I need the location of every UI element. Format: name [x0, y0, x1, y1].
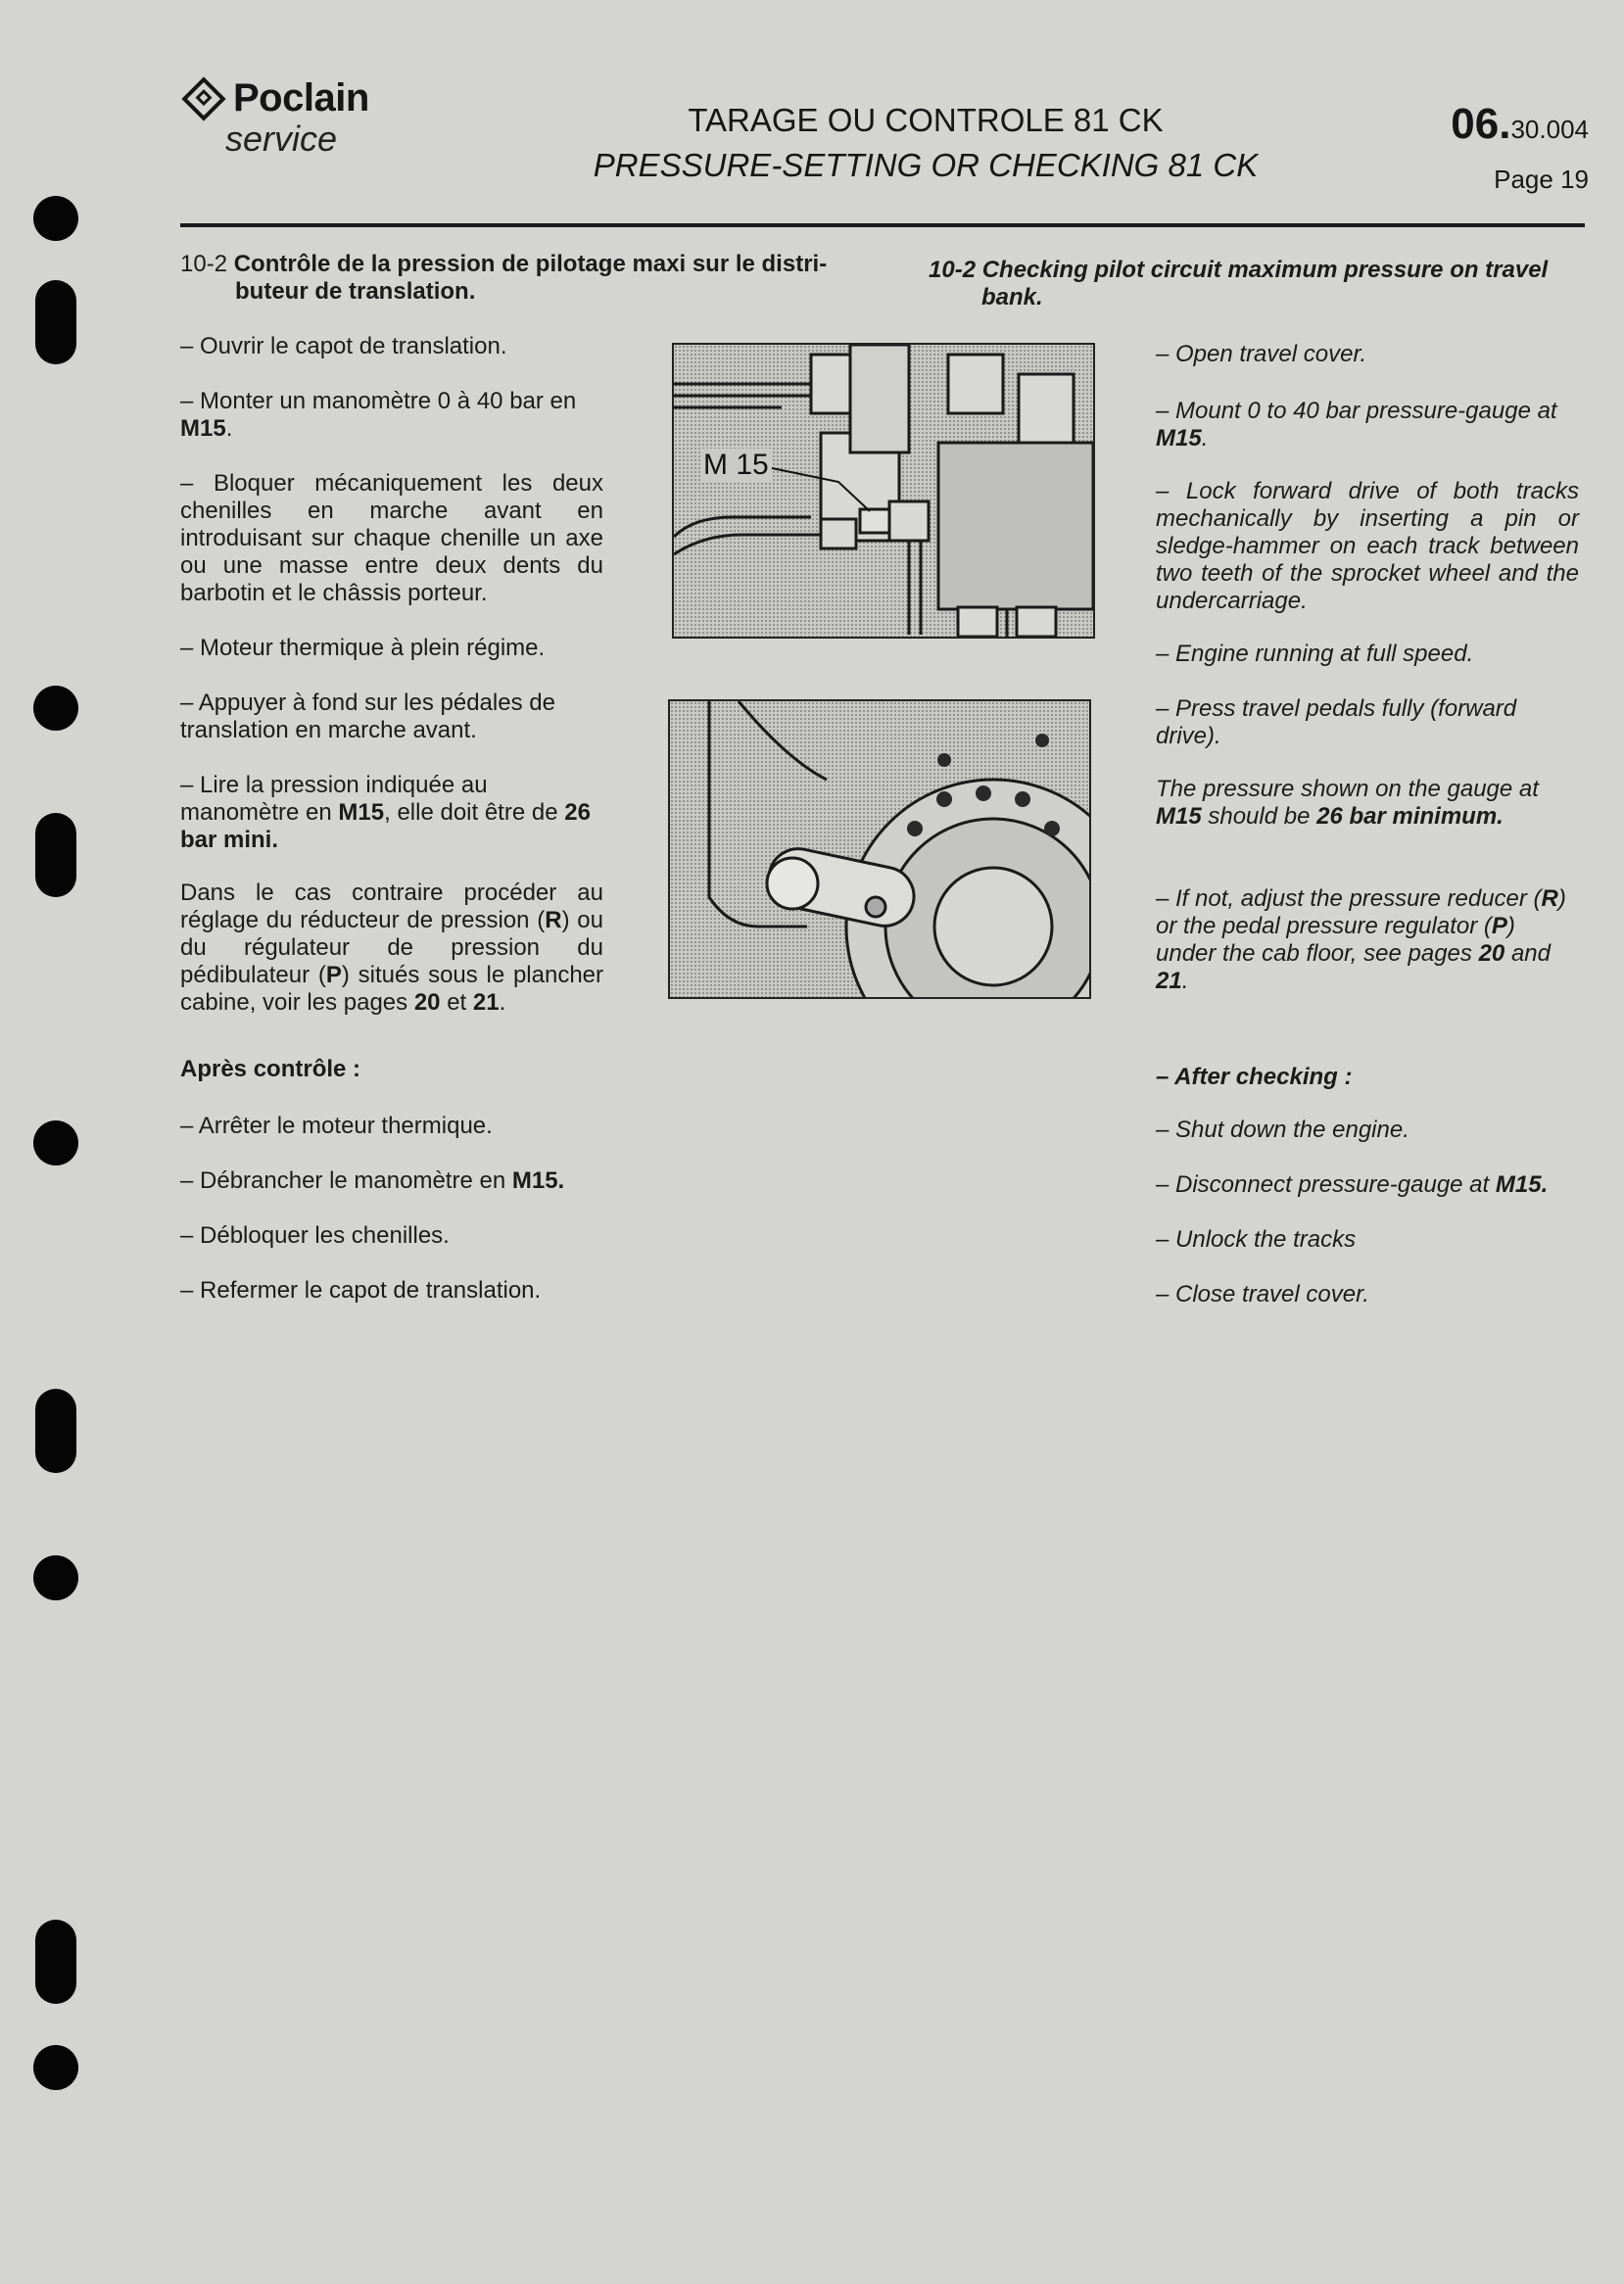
fr-step-engine: – Moteur thermique à plein régime. [180, 635, 546, 661]
en-note-adjust: – If not, adjust the pressure reducer (R) or the pedal pressure regulator (P) under the cab floor, see pages 20 and 21. [1156, 885, 1566, 994]
binder-hole [33, 1555, 78, 1600]
binder-slot [35, 1920, 76, 2004]
en-after-close: – Close travel cover. [1156, 1281, 1369, 1308]
page-number: Page 19 [1494, 165, 1589, 194]
en-step-mount-gauge: – Mount 0 to 40 bar pressure-gauge at M15. [1156, 398, 1557, 452]
binder-hole [33, 1120, 78, 1166]
binder-hole [33, 196, 78, 241]
figure-travel-bank-m15 [672, 343, 1095, 639]
en-step-read-pressure: The pressure shown on the gauge at M15 should be 26 bar minimum. [1156, 776, 1539, 830]
travel-bank-drawing [674, 345, 1093, 637]
fr-step-open-cover: – Ouvrir le capot de translation. [180, 333, 507, 359]
figure-sprocket-lock [668, 699, 1091, 999]
fr-after-close: – Refermer le capot de translation. [180, 1277, 542, 1304]
en-after-disconnect: – Disconnect pressure-gauge at M15. [1156, 1171, 1549, 1198]
binder-hole [33, 2045, 78, 2090]
m15-test-point-label: M 15 [703, 449, 769, 481]
poclain-diamond-icon [181, 76, 225, 120]
fr-step-pedals: – Appuyer à fond sur les pédales de translation en marche avant. [180, 690, 555, 743]
fr-after-unlock: – Débloquer les chenilles. [180, 1222, 450, 1249]
fr-after-stop-engine: – Arrêter le moteur thermique. [180, 1113, 493, 1139]
brand-name: Poclain [233, 76, 369, 119]
fr-after-check-title: Après contrôle : [180, 1056, 361, 1082]
binder-hole [33, 686, 78, 731]
section-heading-en: 10-2 Checking pilot circuit maximum pressure on travel bank. [929, 257, 1549, 310]
en-after-stop-engine: – Shut down the engine. [1156, 1117, 1409, 1143]
fr-step-lock-tracks: – Bloquer mécaniquement les deux chenilles en marche avant en introduisant sur chaque chenille un axe ou une masse entre deux dents du barbotin et le châssis porteur. [180, 470, 603, 606]
page-title-en: PRESSURE-SETTING OR CHECKING 81 CK [593, 147, 1259, 183]
binder-slot [35, 813, 76, 897]
en-step-engine: – Engine running at full speed. [1156, 641, 1474, 667]
fr-step-read-pressure: – Lire la pression indiquée au manomètre en M15, elle doit être de 26 bar mini. [180, 772, 591, 853]
sprocket-drawing [670, 701, 1089, 997]
fr-step-mount-gauge: – Monter un manomètre 0 à 40 bar en M15. [180, 388, 577, 442]
en-step-open-cover: – Open travel cover. [1156, 341, 1367, 367]
binder-slot [35, 280, 76, 364]
document-number: 06.30.004 [1451, 100, 1589, 148]
en-after-check-title: – After checking : [1156, 1064, 1353, 1090]
en-step-lock-tracks: – Lock forward drive of both tracks mechanically by inserting a pin or sledge-hammer on each track between two teeth of the sprocket wheel and the undercarriage. [1156, 478, 1579, 614]
section-heading-fr: 10-2 Contrôle de la pression de pilotage maxi sur le distri- buteur de translation. [180, 251, 828, 305]
page-title-fr: TARAGE OU CONTROLE 81 CK [688, 102, 1164, 138]
brand-subtitle: service [225, 119, 338, 159]
en-after-unlock: – Unlock the tracks [1156, 1226, 1357, 1253]
header-divider [180, 223, 1585, 227]
en-step-pedals: – Press travel pedals fully (forward drive). [1156, 695, 1517, 749]
poclain-logo [182, 76, 369, 160]
fr-after-disconnect: – Débrancher le manomètre en M15. [180, 1167, 565, 1194]
binder-slot [35, 1389, 76, 1473]
fr-note-adjust: Dans le cas contraire procéder au réglage du réducteur de pression (R) ou du régulateur de pression du pédibulateur (P) situés sous le plancher cabine, voir les pages 20 et 21. [180, 880, 604, 1016]
